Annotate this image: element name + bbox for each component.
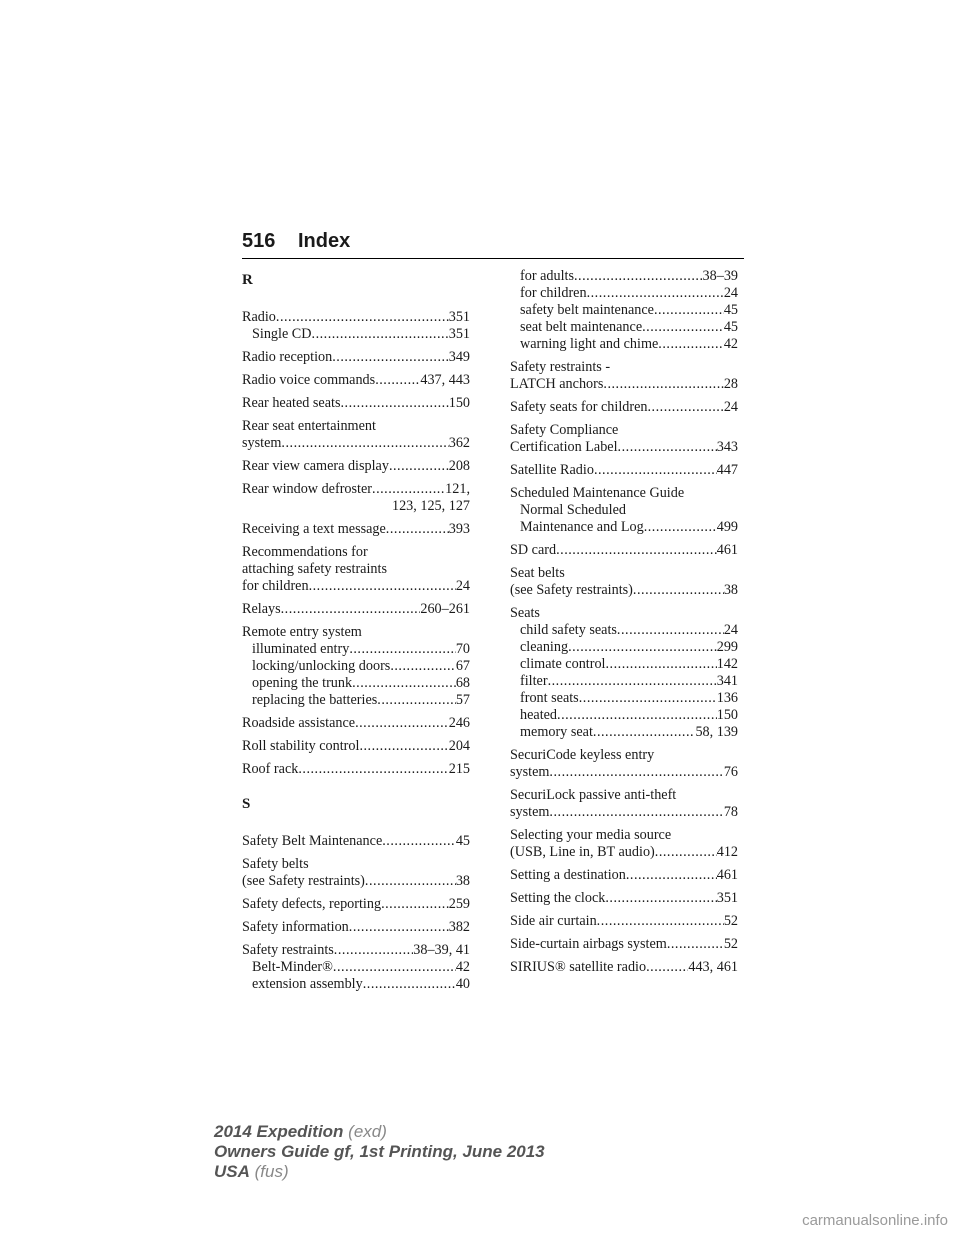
dot-leader	[349, 641, 455, 658]
dot-leader	[281, 601, 421, 618]
dot-leader	[557, 707, 717, 724]
index-line	[510, 787, 738, 804]
dot-leader	[352, 675, 456, 692]
index-entry	[242, 856, 470, 890]
r-entries	[242, 309, 470, 778]
entry-text: Radio reception	[242, 349, 333, 365]
dot-leader	[390, 658, 455, 675]
index-entry	[242, 624, 470, 709]
index-line	[510, 844, 738, 861]
index-line	[242, 309, 470, 326]
dot-leader	[375, 372, 420, 389]
index-line	[242, 481, 470, 498]
page-reference: 461	[716, 542, 738, 558]
dot-leader	[556, 542, 717, 559]
index-line	[510, 565, 738, 582]
entry-text: opening the trunk	[252, 675, 353, 691]
page-reference: 70	[455, 641, 470, 657]
page-reference: 38	[723, 582, 738, 598]
index-entry	[242, 601, 470, 618]
entry-text: Side air curtain	[510, 913, 597, 929]
dot-leader	[548, 673, 717, 690]
index-line	[510, 936, 738, 953]
entry-text: Radio	[242, 309, 276, 325]
footer	[214, 1122, 545, 1182]
index-subentry	[242, 976, 470, 993]
index-line	[242, 544, 470, 561]
index-line	[242, 578, 470, 595]
page-reference: 42	[723, 336, 738, 352]
index-line	[510, 542, 738, 559]
index-line	[510, 399, 738, 416]
entry-text: locking/unlocking doors	[252, 658, 391, 674]
entry-text: system	[510, 804, 550, 820]
index-line	[510, 462, 738, 479]
index-entry	[510, 890, 738, 907]
index-entry	[510, 936, 738, 953]
page-reference: 412	[716, 844, 738, 860]
dot-leader	[298, 761, 448, 778]
page-reference: 362	[448, 435, 470, 451]
page-reference: 447	[716, 462, 738, 478]
entry-text: replacing the batteries	[252, 692, 378, 708]
index-line	[242, 624, 470, 641]
section-letter-r: R	[242, 272, 253, 288]
page-reference: 38	[455, 873, 470, 889]
entry-text: extension assembly	[252, 976, 363, 992]
entry-text: Roof rack	[242, 761, 299, 777]
index-entry	[242, 544, 470, 595]
dot-leader	[654, 302, 724, 319]
entry-text: Rear seat entertainment	[242, 418, 376, 434]
entry-text: LATCH anchors	[510, 376, 604, 392]
entry-text: for children	[242, 578, 309, 594]
index-entry	[510, 399, 738, 416]
index-line	[242, 418, 470, 435]
index-subentry	[510, 656, 738, 673]
entry-text: Rear heated seats	[242, 395, 341, 411]
entry-text: system	[510, 764, 550, 780]
index-column-right	[510, 268, 738, 982]
entry-text: Safety seats for children	[510, 399, 648, 415]
entry-text: child safety seats	[520, 622, 617, 638]
index-entry	[510, 867, 738, 884]
page-reference: 78	[723, 804, 738, 820]
index-line	[510, 764, 738, 781]
index-line	[242, 715, 470, 732]
index-entry	[510, 605, 738, 741]
page-reference: 57	[455, 692, 470, 708]
dot-leader	[355, 715, 449, 732]
page-reference: 341	[716, 673, 738, 689]
index-entry	[510, 913, 738, 930]
dot-leader	[549, 764, 723, 781]
page-reference: 259	[448, 896, 470, 912]
page-reference: 45	[455, 833, 470, 849]
page-reference: 68	[455, 675, 470, 691]
index-line	[510, 747, 738, 764]
index-entry	[242, 349, 470, 366]
index-entry	[510, 787, 738, 821]
entry-text: illuminated entry	[252, 641, 350, 657]
index-line	[242, 896, 470, 913]
index-line	[242, 856, 470, 873]
index-entry	[242, 481, 470, 515]
page-reference: 437, 443	[420, 372, 470, 388]
page-number: 516	[242, 230, 276, 252]
dot-leader	[605, 890, 716, 907]
dot-leader	[340, 395, 448, 412]
index-line	[510, 582, 738, 599]
dot-leader	[332, 349, 449, 366]
index-subentry	[510, 268, 738, 285]
dot-leader	[618, 439, 717, 456]
index-line	[510, 804, 738, 821]
dot-leader	[309, 578, 456, 595]
dot-leader	[312, 326, 449, 343]
index-entry	[242, 942, 470, 993]
page-reference: 215	[448, 761, 470, 777]
page-reference-continued: 123, 125, 127	[391, 498, 470, 514]
entry-text: Safety Belt Maintenance	[242, 833, 383, 849]
index-subentry	[510, 502, 738, 519]
index-line	[510, 485, 738, 502]
dot-leader	[377, 692, 456, 709]
index-line	[242, 395, 470, 412]
entry-text: Radio voice commands	[242, 372, 376, 388]
dot-leader	[372, 481, 445, 498]
page-reference: 136	[716, 690, 738, 706]
entry-text: Safety belts	[242, 856, 309, 872]
entry-text: (see Safety restraints)	[510, 582, 633, 598]
dot-leader	[587, 285, 724, 302]
page-reference: 52	[723, 936, 738, 952]
entry-text: Belt-Minder®	[252, 959, 333, 975]
page-reference: 24	[455, 578, 470, 594]
index-entry	[242, 833, 470, 850]
index-entry	[510, 422, 738, 456]
entry-text: Rear window defroster	[242, 481, 373, 497]
watermark: carmanualsonline.info	[802, 1212, 948, 1229]
footer-line-1	[214, 1122, 545, 1142]
index-line	[510, 959, 738, 976]
dot-leader	[617, 622, 724, 639]
index-line	[510, 913, 738, 930]
index-line	[510, 867, 738, 884]
index-line	[510, 422, 738, 439]
page-reference: 351	[716, 890, 738, 906]
page-reference: 121,	[445, 481, 470, 497]
entry-text: Setting the clock	[510, 890, 606, 906]
index-subentry	[510, 690, 738, 707]
entry-text: for adults	[520, 268, 574, 284]
dot-leader	[333, 959, 456, 976]
entry-text: Roll stability control	[242, 738, 360, 754]
footer-model-code: (exd)	[348, 1122, 387, 1141]
page-reference: 150	[716, 707, 738, 723]
dot-leader	[381, 896, 449, 913]
s-entries	[242, 833, 470, 993]
footer-line-2	[214, 1142, 545, 1162]
index-entry	[510, 959, 738, 976]
index-entry	[510, 485, 738, 536]
index-entry	[242, 761, 470, 778]
index-subentry	[242, 959, 470, 976]
index-line	[510, 376, 738, 393]
page-reference: 351	[448, 326, 470, 342]
index-subentry	[510, 639, 738, 656]
index-line	[242, 601, 470, 618]
dot-leader	[276, 309, 449, 326]
index-line	[242, 919, 470, 936]
page-reference: 40	[455, 976, 470, 992]
dot-leader	[646, 959, 688, 976]
entry-text: Relays	[242, 601, 281, 617]
page-reference: 24	[723, 622, 738, 638]
entry-text: Normal Scheduled	[520, 502, 626, 518]
entry-text: Safety restraints -	[510, 359, 611, 375]
index-entry	[242, 521, 470, 538]
page-reference: 393	[448, 521, 470, 537]
dot-leader	[382, 833, 456, 850]
index-entry	[242, 738, 470, 755]
entry-text: Receiving a text message	[242, 521, 386, 537]
index-line	[242, 761, 470, 778]
page-reference: 382	[448, 919, 470, 935]
index-line	[510, 605, 738, 622]
dot-leader	[594, 462, 717, 479]
footer-model: 2014 Expedition	[214, 1122, 344, 1141]
page-reference: 42	[455, 959, 470, 975]
entry-text: Safety Compliance	[510, 422, 619, 438]
footer-edition: Owners Guide gf, 1st Printing, June 2013	[214, 1142, 545, 1161]
entry-text: safety belt maintenance	[520, 302, 654, 318]
entry-text: Safety information	[242, 919, 349, 935]
page-reference: 142	[716, 656, 738, 672]
entry-text: (see Safety restraints)	[242, 873, 365, 889]
entry-text: Selecting your media source	[510, 827, 672, 843]
entry-text: memory seat	[520, 724, 593, 740]
page-reference: 208	[448, 458, 470, 474]
index-line	[510, 439, 738, 456]
dot-leader	[644, 519, 717, 536]
dot-leader	[359, 738, 448, 755]
dot-leader	[626, 867, 717, 884]
entry-text: attaching safety restraints	[242, 561, 387, 577]
page-reference: 246	[448, 715, 470, 731]
entry-text: SIRIUS® satellite radio	[510, 959, 647, 975]
entry-text: heated	[520, 707, 558, 723]
page-reference: 24	[723, 399, 738, 415]
entry-text: filter	[520, 673, 548, 689]
page-reference: 351	[448, 309, 470, 325]
entry-text: Side-curtain airbags system	[510, 936, 667, 952]
index-subentry	[510, 707, 738, 724]
index-line	[510, 359, 738, 376]
index-entry	[242, 309, 470, 343]
entry-text: Remote entry system	[242, 624, 362, 640]
dot-leader	[603, 376, 723, 393]
page-reference: 67	[455, 658, 470, 674]
index-subentry	[242, 658, 470, 675]
page-reference: 204	[448, 738, 470, 754]
index-entry	[242, 372, 470, 389]
entry-text: cleaning	[520, 639, 569, 655]
page-reference: 150	[448, 395, 470, 411]
page-reference: 38–39	[702, 268, 738, 284]
index-entry	[510, 359, 738, 393]
footer-market-code: (fus)	[254, 1162, 289, 1181]
index-line	[242, 435, 470, 452]
entry-text: system	[242, 435, 282, 451]
index-subentry	[510, 519, 738, 536]
entry-text: Safety restraints	[242, 942, 334, 958]
index-line	[242, 372, 470, 389]
section-letter-s: S	[242, 796, 251, 812]
entry-text: warning light and chime	[520, 336, 659, 352]
page-reference: 24	[723, 285, 738, 301]
entry-text: Maintenance and Log	[520, 519, 644, 535]
index-entry	[242, 418, 470, 452]
dot-leader	[363, 976, 456, 993]
index-subentry	[510, 724, 738, 741]
entry-text: Single CD	[252, 326, 312, 342]
page-reference: 38–39, 41	[413, 942, 470, 958]
index-line	[242, 561, 470, 578]
entry-text: Roadside assistance	[242, 715, 356, 731]
page-reference: 45	[723, 302, 738, 318]
index-entry	[510, 462, 738, 479]
index-entry	[242, 395, 470, 412]
page-title: Index	[298, 230, 351, 252]
index-entry	[510, 268, 738, 353]
dot-leader	[579, 690, 717, 707]
entry-text: Scheduled Maintenance Guide	[510, 485, 685, 501]
index-subentry	[242, 675, 470, 692]
entry-text: for children	[520, 285, 587, 301]
page-reference: 343	[716, 439, 738, 455]
dot-leader	[642, 319, 724, 336]
page-reference: 76	[723, 764, 738, 780]
dot-leader	[349, 919, 449, 936]
footer-line-3	[214, 1162, 545, 1182]
index-line	[242, 458, 470, 475]
entry-text: seat belt maintenance	[520, 319, 643, 335]
dot-leader	[574, 268, 703, 285]
index-subentry	[242, 692, 470, 709]
header-rule	[242, 258, 744, 259]
index-entry	[242, 919, 470, 936]
dot-leader	[389, 458, 449, 475]
entry-text: Satellite Radio	[510, 462, 594, 478]
entry-text: climate control	[520, 656, 606, 672]
dot-leader	[593, 724, 696, 741]
entry-text: Setting a destination	[510, 867, 626, 883]
dot-leader	[606, 656, 717, 673]
entry-text: Seats	[510, 605, 540, 621]
index-subentry	[242, 641, 470, 658]
dot-leader	[334, 942, 413, 959]
page-reference: 52	[723, 913, 738, 929]
dot-leader	[648, 399, 724, 416]
index-entry	[510, 565, 738, 599]
entry-text: Safety defects, reporting	[242, 896, 382, 912]
entry-text: Recommendations for	[242, 544, 368, 560]
index-line	[242, 833, 470, 850]
page-reference: 349	[448, 349, 470, 365]
page-reference: 461	[716, 867, 738, 883]
right-entries	[510, 268, 738, 976]
index-subentry	[510, 622, 738, 639]
page-reference: 499	[716, 519, 738, 535]
entry-text: (USB, Line in, BT audio)	[510, 844, 655, 860]
dot-leader	[549, 804, 723, 821]
entry-text: Certification Label	[510, 439, 618, 455]
dot-leader	[597, 913, 724, 930]
page-reference: 58, 139	[695, 724, 738, 740]
footer-market: USA	[214, 1162, 250, 1181]
index-line	[242, 349, 470, 366]
dot-leader	[365, 873, 456, 890]
entry-text: SecuriLock passive anti-theft	[510, 787, 677, 803]
index-subentry	[510, 285, 738, 302]
page-reference: 45	[723, 319, 738, 335]
dot-leader	[281, 435, 448, 452]
index-subentry	[510, 302, 738, 319]
index-line	[242, 873, 470, 890]
index-subentry	[510, 336, 738, 353]
page-reference: 299	[716, 639, 738, 655]
index-subentry	[242, 326, 470, 343]
dot-leader	[568, 639, 717, 656]
index-column-left	[242, 268, 470, 999]
dot-leader	[633, 582, 724, 599]
index-entry	[242, 715, 470, 732]
index-subentry	[510, 673, 738, 690]
page-reference: 28	[723, 376, 738, 392]
index-line	[242, 521, 470, 538]
index-entry	[510, 827, 738, 861]
index-line	[510, 827, 738, 844]
index-entry	[510, 542, 738, 559]
dot-leader	[655, 844, 717, 861]
entry-text: SecuriCode keyless entry	[510, 747, 655, 763]
entry-text: Seat belts	[510, 565, 565, 581]
dot-leader	[386, 521, 449, 538]
dot-leader	[667, 936, 724, 953]
entry-text: SD card	[510, 542, 557, 558]
index-entry	[242, 458, 470, 475]
page-reference: 443, 461	[688, 959, 738, 975]
index-subentry	[510, 319, 738, 336]
index-entry	[242, 896, 470, 913]
entry-text: Rear view camera display	[242, 458, 389, 474]
entry-text: front seats	[520, 690, 579, 706]
index-line	[242, 738, 470, 755]
index-entry	[510, 747, 738, 781]
page-reference: 260–261	[420, 601, 470, 617]
index-line	[510, 890, 738, 907]
dot-leader	[658, 336, 724, 353]
index-line	[242, 942, 470, 959]
